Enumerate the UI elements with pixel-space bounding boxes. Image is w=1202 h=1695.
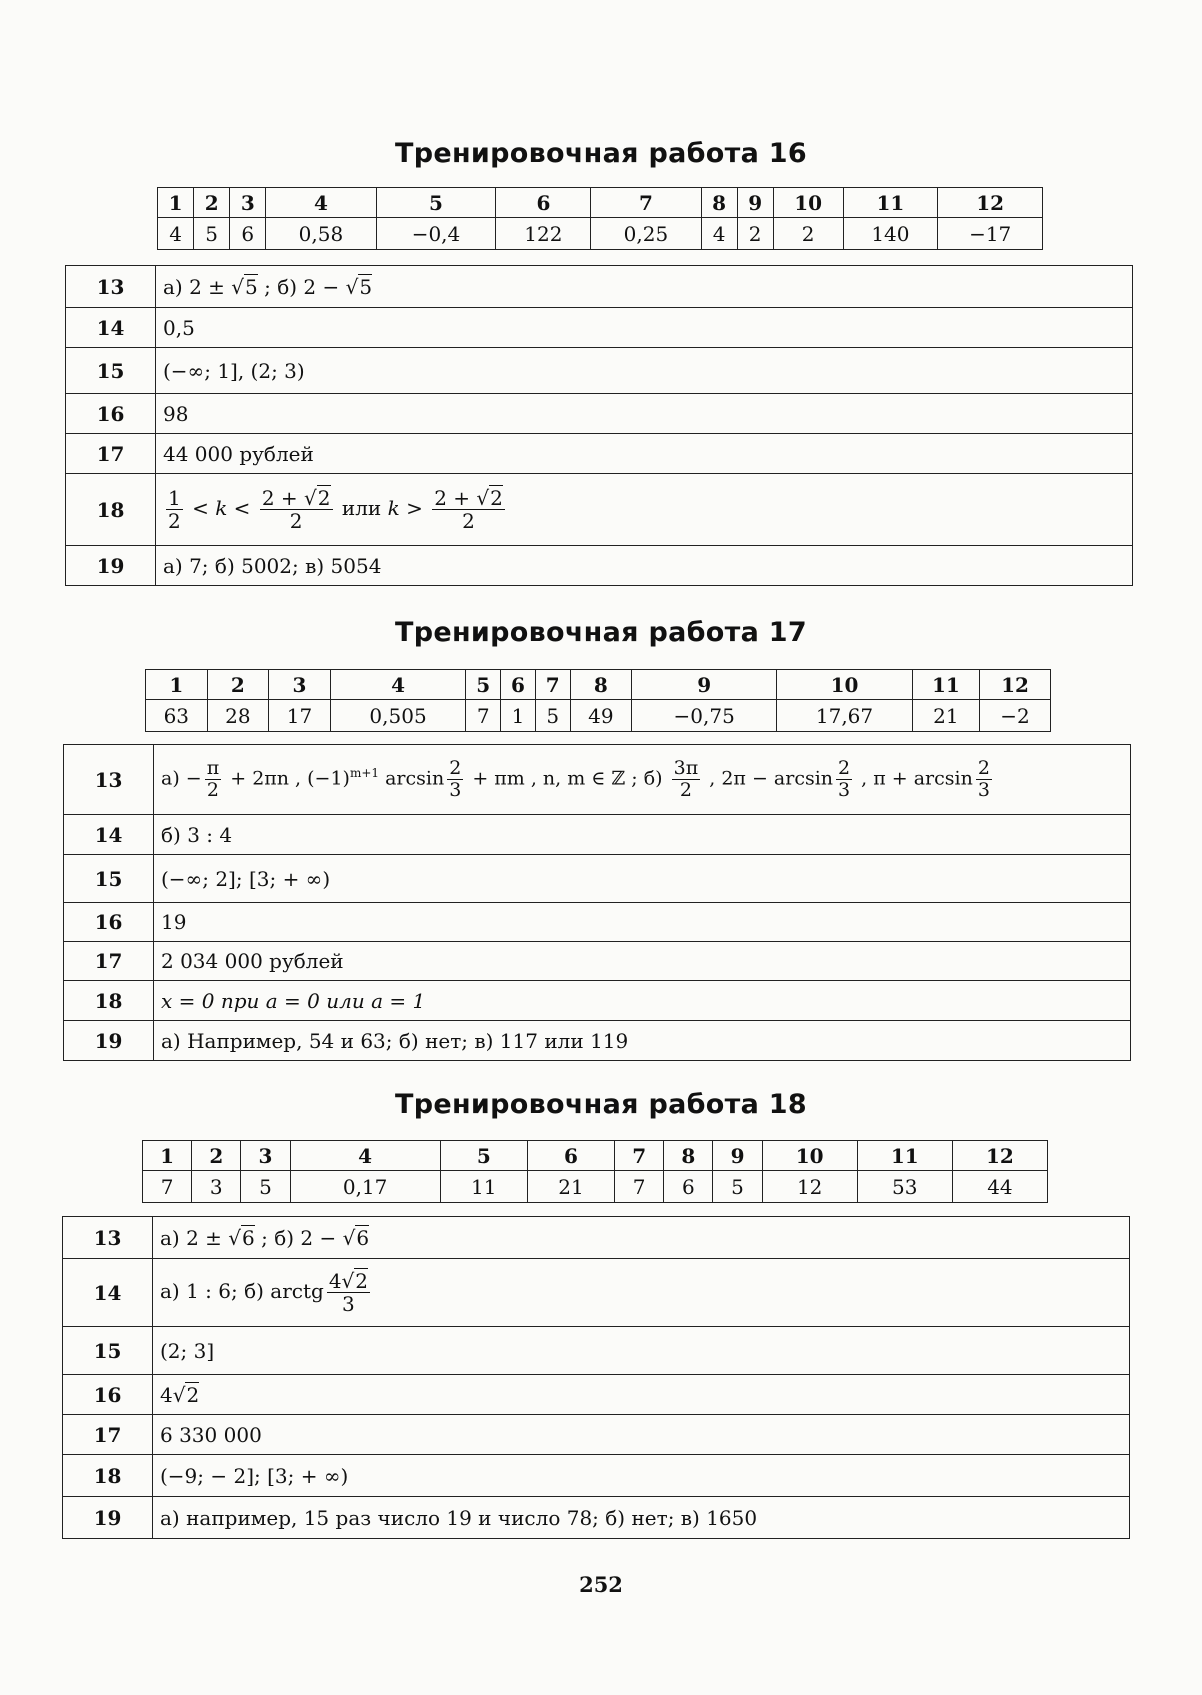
table-cell: −17 (938, 218, 1043, 250)
table-cell: 6 (496, 188, 591, 218)
table-cell: 140 (843, 218, 938, 250)
table-row (66, 308, 1133, 348)
answer-cell: 19 (154, 903, 1131, 942)
table-row (64, 942, 1131, 981)
table-cell: 5 (241, 1171, 290, 1203)
table-cell: 9 (713, 1141, 762, 1171)
section-title-16: Тренировочная работа 16 (395, 138, 807, 169)
table-cell: 12 (979, 670, 1050, 700)
answer-cell: а) Например, 54 и 63; б) нет; в) 117 или 119 (154, 1021, 1131, 1061)
table-row (63, 1497, 1130, 1539)
table-cell: 7 (143, 1171, 192, 1203)
table-cell: 12 (952, 1141, 1047, 1171)
table-cell: 10 (762, 1141, 857, 1171)
table-cell: 2 (194, 188, 230, 218)
short-answers-table-16 (157, 187, 1043, 250)
table-cell: 2 (207, 670, 269, 700)
table-cell: 1 (146, 670, 208, 700)
table-cell: 8 (701, 188, 737, 218)
row-number: 19 (63, 1497, 153, 1539)
table-row (64, 903, 1131, 942)
table-row (158, 188, 1043, 218)
table-cell: −0,4 (376, 218, 496, 250)
answer-cell: (−∞; 2]; [3; + ∞) (154, 855, 1131, 903)
table-row (66, 348, 1133, 394)
table-cell: 10 (773, 188, 843, 218)
row-number: 15 (66, 348, 156, 394)
answer-cell: 44 000 рублей (156, 434, 1133, 474)
answer-cell: а) 1 : 6; б) arctg $\frac{4√2}{3}$ (153, 1259, 1130, 1327)
answer-cell: (−∞; 1], (2; 3) (156, 348, 1133, 394)
table-cell: 5 (535, 700, 570, 732)
table-cell: 7 (615, 1171, 664, 1203)
table-cell: 7 (466, 700, 501, 732)
table-cell: 28 (207, 700, 269, 732)
table-row (143, 1171, 1048, 1203)
table-cell: 0,505 (330, 700, 466, 732)
long-answers-table-18 (62, 1216, 1130, 1539)
row-number: 18 (66, 474, 156, 546)
table-cell: 12 (938, 188, 1043, 218)
page-number: 252 (579, 1572, 623, 1597)
table-cell: 4 (290, 1141, 440, 1171)
table-row (143, 1141, 1048, 1171)
table-row (146, 670, 1051, 700)
table-cell: 8 (570, 670, 632, 700)
row-number: 15 (63, 1327, 153, 1375)
table-cell: 11 (912, 670, 979, 700)
answer-cell: а) − $\frac{\pi}{2}$ + 2πn , $(-1)^{m+1}$ arcsin $\frac{2}{3}$ + πm , n, m ∈ ℤ ; б) $\frac{3\pi}{2}$ , 2π − arcsin $\frac{2}{3}$ , π + arcsin $\frac{2}{3}$ (154, 745, 1131, 815)
row-number: 16 (64, 903, 154, 942)
table-cell: 11 (440, 1171, 527, 1203)
row-number: 17 (63, 1415, 153, 1455)
table-cell: 0,25 (591, 218, 701, 250)
table-cell: 5 (376, 188, 496, 218)
table-cell: 2 (773, 218, 843, 250)
table-cell: 53 (857, 1171, 952, 1203)
table-row (63, 1217, 1130, 1259)
table-cell: 4 (701, 218, 737, 250)
row-number: 13 (64, 745, 154, 815)
row-number: 14 (64, 815, 154, 855)
table-cell: 2 (192, 1141, 241, 1171)
answer-cell: 6 330 000 (153, 1415, 1130, 1455)
table-row (66, 434, 1133, 474)
row-number: 19 (66, 546, 156, 586)
table-cell: 4 (158, 218, 194, 250)
table-row (63, 1375, 1130, 1415)
table-cell: 7 (615, 1141, 664, 1171)
table-cell: 9 (737, 188, 773, 218)
table-cell: 7 (591, 188, 701, 218)
table-cell: 6 (501, 670, 536, 700)
table-cell: 3 (192, 1171, 241, 1203)
long-answers-table-16 (65, 265, 1133, 586)
answer-cell: а) 2 ± √5 ; б) 2 − √5 (156, 266, 1133, 308)
answer-cell: б) 3 : 4 (154, 815, 1131, 855)
table-row (63, 1327, 1130, 1375)
table-cell: 10 (777, 670, 913, 700)
row-number: 13 (66, 266, 156, 308)
short-answers-table-18 (142, 1140, 1048, 1203)
table-cell: 4 (266, 188, 376, 218)
table-row (66, 546, 1133, 586)
table-cell: 17 (269, 700, 331, 732)
table-cell: −2 (979, 700, 1050, 732)
table-row (64, 981, 1131, 1021)
row-number: 14 (66, 308, 156, 348)
table-cell: 5 (713, 1171, 762, 1203)
table-row (64, 855, 1131, 903)
table-cell: 49 (570, 700, 632, 732)
table-cell: 5 (194, 218, 230, 250)
table-row (63, 1259, 1130, 1327)
table-row (66, 474, 1133, 546)
answer-cell: $\frac{1}{2}$ < k < $\frac{2 + √2}{2}$ или k > $\frac{2 + √2}{2}$ (156, 474, 1133, 546)
table-cell: 21 (912, 700, 979, 732)
table-cell: 63 (146, 700, 208, 732)
answer-cell: 2 034 000 рублей (154, 942, 1131, 981)
row-number: 15 (64, 855, 154, 903)
table-row (63, 1415, 1130, 1455)
table-cell: 3 (269, 670, 331, 700)
table-cell: 21 (527, 1171, 614, 1203)
row-number: 18 (64, 981, 154, 1021)
table-cell: 1 (158, 188, 194, 218)
table-cell: 44 (952, 1171, 1047, 1203)
table-row (64, 745, 1131, 815)
table-cell: 4 (330, 670, 466, 700)
table-cell: 6 (230, 218, 266, 250)
answer-cell: а) 2 ± √6 ; б) 2 − √6 (153, 1217, 1130, 1259)
table-cell: 122 (496, 218, 591, 250)
table-row (64, 1021, 1131, 1061)
table-cell: 6 (527, 1141, 614, 1171)
answer-cell: (2; 3] (153, 1327, 1130, 1375)
row-number: 18 (63, 1455, 153, 1497)
row-number: 13 (63, 1217, 153, 1259)
table-cell: 6 (664, 1171, 713, 1203)
table-cell: 3 (241, 1141, 290, 1171)
answer-cell: 0,5 (156, 308, 1133, 348)
answer-cell: а) например, 15 раз число 19 и число 78; б) нет; в) 1650 (153, 1497, 1130, 1539)
table-cell: 1 (143, 1141, 192, 1171)
table-cell: 0,17 (290, 1171, 440, 1203)
table-cell: 8 (664, 1141, 713, 1171)
table-row (66, 394, 1133, 434)
table-row (66, 266, 1133, 308)
answer-cell: а) 7; б) 5002; в) 5054 (156, 546, 1133, 586)
answer-cell: (−9; − 2]; [3; + ∞) (153, 1455, 1130, 1497)
table-cell: 0,58 (266, 218, 376, 250)
short-answers-table-17 (145, 669, 1051, 732)
row-number: 17 (64, 942, 154, 981)
table-cell: 5 (466, 670, 501, 700)
table-row (63, 1455, 1130, 1497)
table-cell: 1 (501, 700, 536, 732)
table-cell: 5 (440, 1141, 527, 1171)
table-row (64, 815, 1131, 855)
table-cell: 11 (857, 1141, 952, 1171)
row-number: 19 (64, 1021, 154, 1061)
answer-cell: x = 0 при a = 0 или a = 1 (154, 981, 1131, 1021)
table-cell: 11 (843, 188, 938, 218)
answer-cell: 4√2 (153, 1375, 1130, 1415)
row-number: 17 (66, 434, 156, 474)
section-title-18: Тренировочная работа 18 (395, 1089, 807, 1120)
table-cell: 9 (632, 670, 777, 700)
table-cell: −0,75 (632, 700, 777, 732)
answer-cell: 98 (156, 394, 1133, 434)
table-cell: 12 (762, 1171, 857, 1203)
table-cell: 17,67 (777, 700, 913, 732)
row-number: 16 (63, 1375, 153, 1415)
long-answers-table-17 (63, 744, 1131, 1061)
table-cell: 2 (737, 218, 773, 250)
table-cell: 3 (230, 188, 266, 218)
table-cell: 7 (535, 670, 570, 700)
table-row (146, 700, 1051, 732)
row-number: 14 (63, 1259, 153, 1327)
row-number: 16 (66, 394, 156, 434)
section-title-17: Тренировочная работа 17 (395, 617, 807, 648)
table-row (158, 218, 1043, 250)
